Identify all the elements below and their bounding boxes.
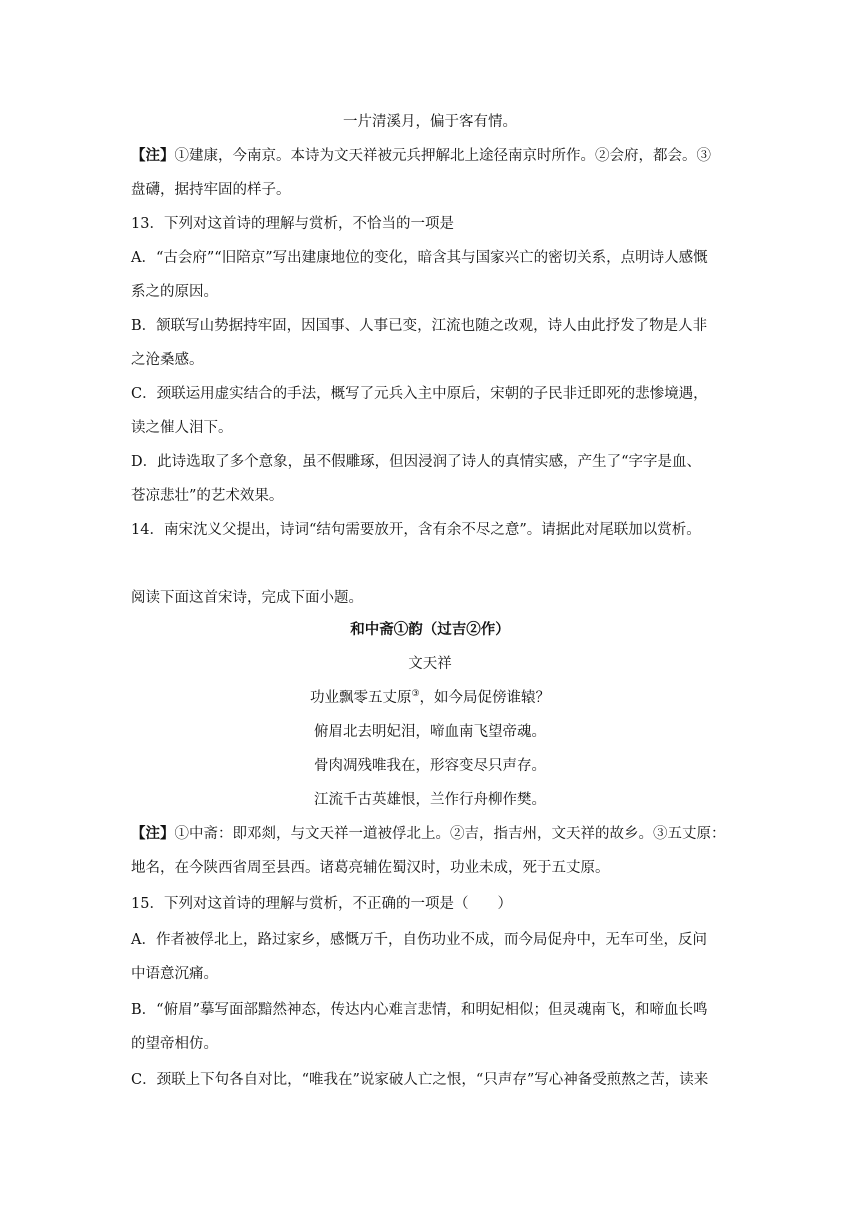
q15-option-b-line2: 的望帝相仿。: [131, 1036, 218, 1052]
poem2-line2: 俯眉北去明妃泪，啼血南飞望帝魂。: [314, 724, 546, 740]
note1-text: ①建康，今南京。本诗为文天祥被元兵押解北上途径南京时所作。②会府，都会。③: [174, 148, 711, 164]
note-bracket: 【注】: [131, 147, 175, 164]
poem2-line4: 江流千古英雄恨，兰作行舟柳作樊。: [314, 792, 546, 808]
q13-option-d-line1: D．此诗选取了多个意象，虽不假雕琢，但因浸润了诗人的真情实感，产生了“字字是血、: [131, 454, 702, 470]
q13-option-d-line2: 苍凉悲壮”的艺术效果。: [131, 488, 284, 504]
q14-stem: 14．南宋沈义父提出，诗词“结句需要放开，含有余不尽之意”。请据此对尾联加以赏析。: [131, 522, 701, 538]
poem2-author: 文天祥: [408, 656, 452, 672]
note1-line2: 盘礴，据持牢固的样子。: [131, 182, 291, 198]
footnote-marker: ③: [411, 689, 420, 700]
poem2-line1-a: 功业飘零五丈原: [309, 690, 412, 706]
q13-stem: 13．下列对这首诗的理解与赏析，不恰当的一项是: [131, 216, 454, 232]
poem2-line1: [0, 688, 860, 708]
note1-line1: [131, 146, 740, 166]
poem2-title: 和中斋①韵（过吉②作）: [350, 621, 510, 638]
q15-option-c-line1: C．颈联上下句各自对比，“唯我在”说家破人亡之恨，“只声存”写心神备受煎熬之苦，读来: [131, 1072, 709, 1088]
note2-line2: 地名，在今陕西省周至县西。诸葛亮辅佐蜀汉时，功业未成，死于五丈原。: [131, 860, 610, 876]
note2-line1: [131, 824, 740, 844]
poem2-line1-b: ，如今局促傍谁辕？: [419, 690, 551, 706]
q13-option-b-line2: 之沧桑感。: [131, 352, 204, 368]
note2-text: ①中斋：即邓剡，与文天祥一道被俘北上。②吉，指吉州，文天祥的故乡。③五丈原：: [174, 826, 726, 842]
q15-option-b-line1: B．“俯眉”摹写面部黯然神态，传达内心难言悲情，和明妃相似；但灵魂南飞，和啼血长鸣: [131, 1002, 708, 1018]
q13-option-a-line1: A．“古会府”“旧陪京”写出建康地位的变化，暗含其与国家兴亡的密切关系，点明诗人感慨: [131, 250, 708, 266]
q15-option-a-line2: 中语意沉痛。: [131, 966, 218, 982]
poem1-last-line: 一片清溪月，偏于客有情。: [343, 114, 517, 130]
q15-stem: 15．下列对这首诗的理解与赏析，不正确的一项是（ ）: [131, 896, 512, 912]
q13-option-a-line2: 系之的原因。: [131, 284, 218, 300]
q13-option-c-line2: 读之催人泪下。: [131, 420, 233, 436]
q13-option-c-line1: C．颈联运用虚实结合的手法，概写了元兵入主中原后，宋朝的子民非迁即死的悲惨境遇，: [131, 386, 708, 402]
q13-option-b-line1: B．颔联写山势据持牢固，因国事、人事已变，江流也随之改观，诗人由此抒发了物是人非: [131, 318, 708, 334]
q15-option-a-line1: A．作者被俘北上，路过家乡，感慨万千，自伤功业不成，而今局促舟中，无车可坐，反问: [131, 932, 707, 948]
note-bracket: 【注】: [131, 825, 175, 842]
poem2-line3: 骨肉凋残唯我在，形容变尽只声存。: [314, 758, 546, 774]
reading-intro: 阅读下面这首宋诗，完成下面小题。: [131, 590, 363, 606]
